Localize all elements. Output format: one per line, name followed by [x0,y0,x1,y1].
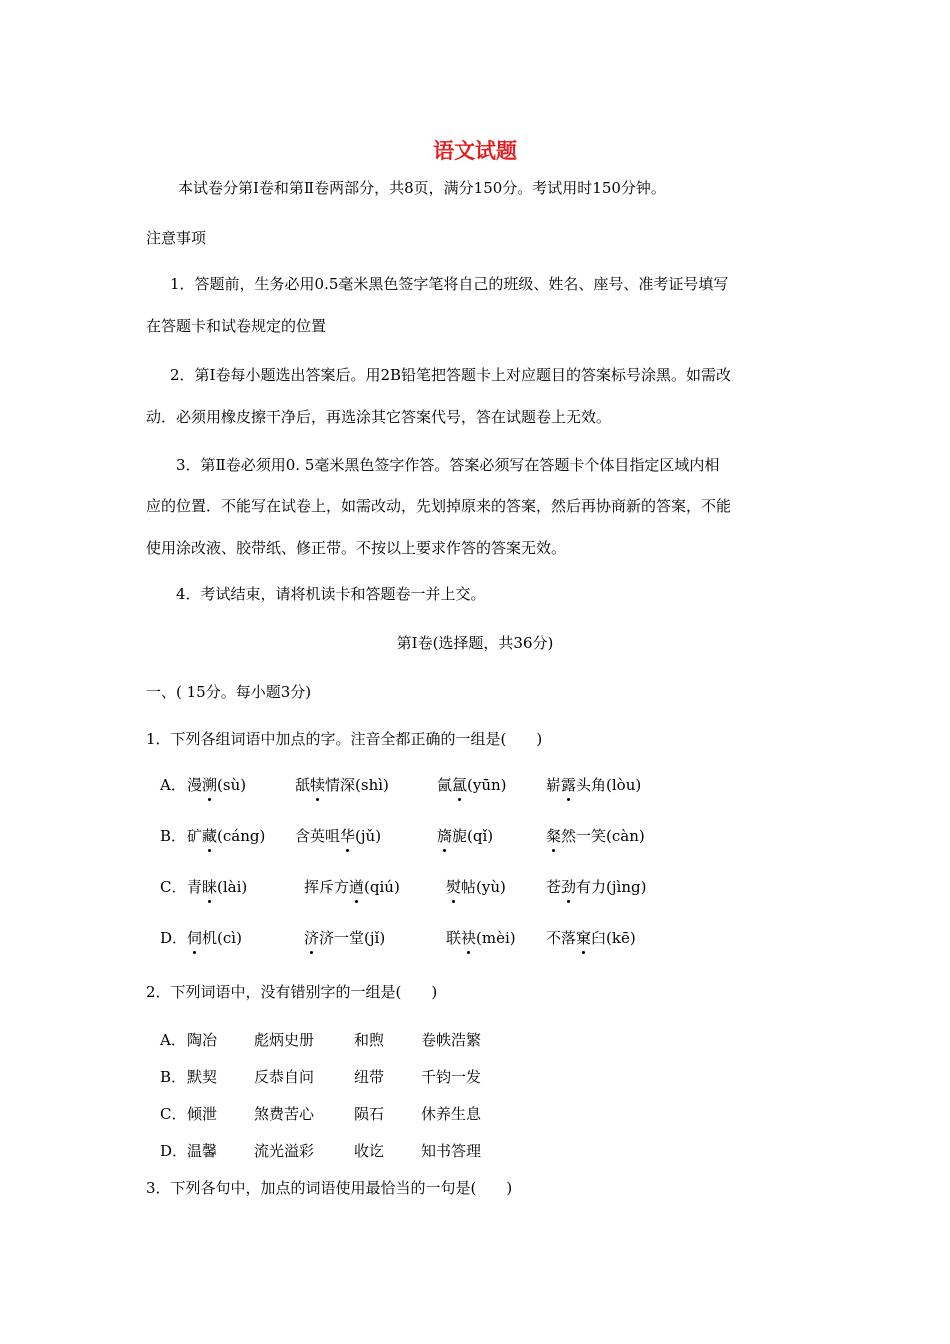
option-word: 彪炳史册 [254,1031,315,1049]
intro-text: 本试卷分第Ⅰ卷和第Ⅱ卷两部分，共8页，满分150分。考试用时150分钟。 [178,179,666,197]
emphasized-char: 窠 [576,929,592,947]
note-1-line-1: 1．答题前，生务必用0.5毫米黑色签字笔将自己的班级、姓名、座号、准考证号填写 [170,275,729,293]
question-1-stem: 1．下列各组词语中加点的字。注音全都正确的一组是( ) [146,730,543,748]
option-word: 陶冶 [187,1031,218,1049]
option-letter: D． [160,1142,188,1160]
emphasized-char: 华 [340,827,356,845]
emphasized-char: 劲 [561,878,577,896]
option-term: 舐犊情深(shì) [295,776,389,794]
option-term: 漫溯(sù) [187,776,247,794]
option-term: 青睐(lài) [187,878,248,896]
option-word: 收讫 [354,1142,385,1160]
emphasized-char: 遒 [349,878,365,896]
note-4-line-1: 4．考试结束，请将机读卡和答题卷一并上交。 [176,585,486,603]
emphasized-char: 熨 [446,878,462,896]
option-word: 卷帙浩繁 [421,1031,482,1049]
option-letter: A． [160,776,186,794]
option-term: 粲然一笑(càn) [546,827,645,845]
emphasized-char: 济 [304,929,320,947]
option-word: 倾泄 [187,1105,218,1123]
option-word: 千钧一发 [421,1068,482,1086]
option-word: 反恭自问 [254,1068,315,1086]
emphasized-char: 犊 [310,776,326,794]
notice-heading: 注意事项 [146,229,207,247]
note-3-line-3: 使用涂改液、胶带纸、修正带。不按以上要求作答的答案无效。 [146,539,567,557]
note-3-line-1: 3．第Ⅱ卷必须用0. 5毫米黑色签字作答。答案必须写在答题卡个体目指定区域内相 [176,456,720,474]
option-term: 氤氲(yūn) [437,776,507,794]
emphasized-char: 露 [561,776,577,794]
part-1-heading: 一、( 15分。每小题3分) [146,683,312,701]
question-3-stem: 3．下列各句中，加点的词语使用最恰当的一句是( ) [146,1179,513,1197]
note-1-line-2: 在答题卡和试卷规定的位置 [146,317,327,335]
option-letter: A． [160,1031,186,1049]
emphasized-char: 伺 [187,929,203,947]
option-word: 和煦 [354,1031,385,1049]
emphasized-char: 粲 [546,827,562,845]
option-word: 煞费苦心 [254,1105,315,1123]
option-letter: C． [160,878,187,896]
section-1-title: 第Ⅰ卷(选择题，共36分) [396,634,554,652]
option-term: 熨帖(yù) [446,878,506,896]
option-term: 伺机(cì) [187,929,242,947]
emphasized-char: 藏 [202,827,218,845]
emphasized-char: 氲 [452,776,468,794]
option-term: 不落窠臼(kē) [546,929,636,947]
question-2-stem: 2．下列词语中，没有错别字的一组是( ) [146,983,438,1001]
exam-title: 语文试题 [433,139,517,163]
option-word: 知书答理 [421,1142,482,1160]
emphasized-char: 袂 [461,929,477,947]
option-term: 旖旎(qǐ) [437,827,494,845]
option-word: 休养生息 [421,1105,482,1123]
option-letter: C． [160,1105,187,1123]
note-2-line-1: 2．第Ⅰ卷每小题选出答案后。用2B铅笔把答题卡上对应题目的答案标号涂黑。如需改 [170,366,732,384]
option-term: 矿藏(cáng) [187,827,266,845]
option-term: 苍劲有力(jìng) [546,878,647,896]
option-word: 温馨 [187,1142,218,1160]
option-word: 默契 [187,1068,218,1086]
option-term: 济济一堂(jǐ) [304,929,386,947]
option-term: 含英咀华(jǔ) [295,827,382,845]
option-letter: D． [160,929,188,947]
option-word: 流光溢彩 [254,1142,315,1160]
emphasized-char: 睐 [202,878,218,896]
note-2-line-2: 动．必须用橡皮擦干净后，再选涂其它答案代号，答在试题卷上无效。 [146,408,612,426]
option-term: 联袂(mèi) [446,929,516,947]
option-term: 崭露头角(lòu) [546,776,642,794]
option-word: 陨石 [354,1105,385,1123]
option-term: 挥斥方遒(qiú) [304,878,400,896]
option-letter: B． [160,1068,187,1086]
emphasized-char: 溯 [202,776,218,794]
option-word: 纽带 [354,1068,385,1086]
option-letter: B． [160,827,187,845]
emphasized-char: 旖 [437,827,453,845]
note-3-line-2: 应的位置．不能写在试卷上，如需改动，先划掉原来的答案，然后再协商新的答案，不能 [146,497,732,515]
